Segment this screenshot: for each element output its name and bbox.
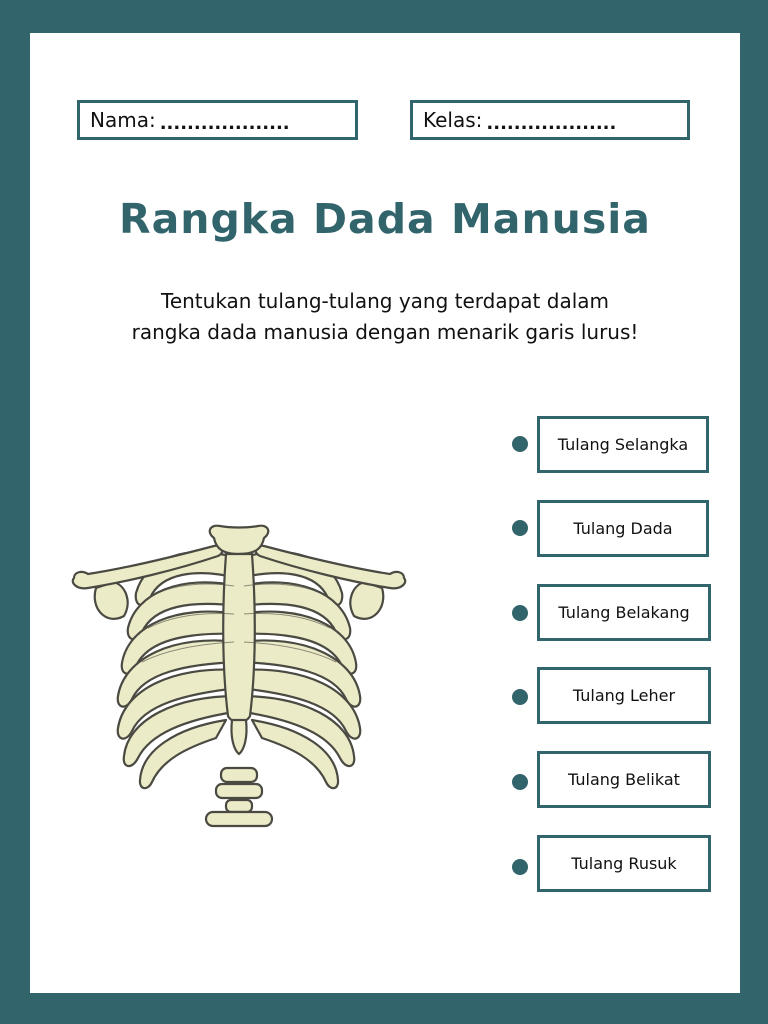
class-blank: ................... (486, 112, 617, 134)
option-dot-6[interactable] (512, 859, 528, 875)
instruction-text (70, 286, 700, 348)
worksheet-page (30, 33, 740, 993)
option-dot-4[interactable] (512, 689, 528, 705)
xiphoid (231, 720, 246, 754)
option-dot-3[interactable] (512, 605, 528, 621)
option-tulang-rusuk[interactable] (537, 835, 711, 892)
option-label: Tulang Belakang (558, 603, 690, 622)
option-dot-1[interactable] (512, 436, 528, 452)
option-label: Tulang Rusuk (571, 854, 677, 873)
vertebra-3 (226, 800, 252, 812)
option-tulang-leher[interactable] (537, 667, 711, 724)
option-tulang-selangka[interactable] (537, 416, 709, 473)
option-tulang-belikat[interactable] (537, 751, 711, 808)
vertebra-2 (216, 784, 262, 798)
class-field[interactable] (410, 100, 690, 140)
option-label: Tulang Leher (572, 686, 676, 705)
option-label: Tulang Belikat (568, 770, 680, 789)
instruction-line-1: Tentukan tulang-tulang yang terdapat dalam (161, 289, 609, 313)
name-blank: ................... (159, 112, 290, 134)
vertebra-1 (221, 768, 257, 782)
instruction-line-2: rangka dada manusia dengan menarik garis lurus! (131, 320, 639, 344)
sternum (223, 554, 255, 722)
name-field[interactable] (77, 100, 358, 140)
ribcage-icon (66, 498, 412, 833)
class-label: Kelas: (423, 108, 483, 132)
vertebra-4 (206, 812, 272, 826)
option-tulang-dada[interactable] (537, 500, 709, 557)
option-label: Tulang Selangka (557, 435, 689, 454)
option-dot-5[interactable] (512, 774, 528, 790)
option-label: Tulang Dada (573, 519, 673, 538)
name-label: Nama: (90, 108, 156, 132)
page-title: Rangka Dada Manusia (119, 195, 651, 243)
option-dot-2[interactable] (512, 520, 528, 536)
option-tulang-belakang[interactable] (537, 584, 711, 641)
